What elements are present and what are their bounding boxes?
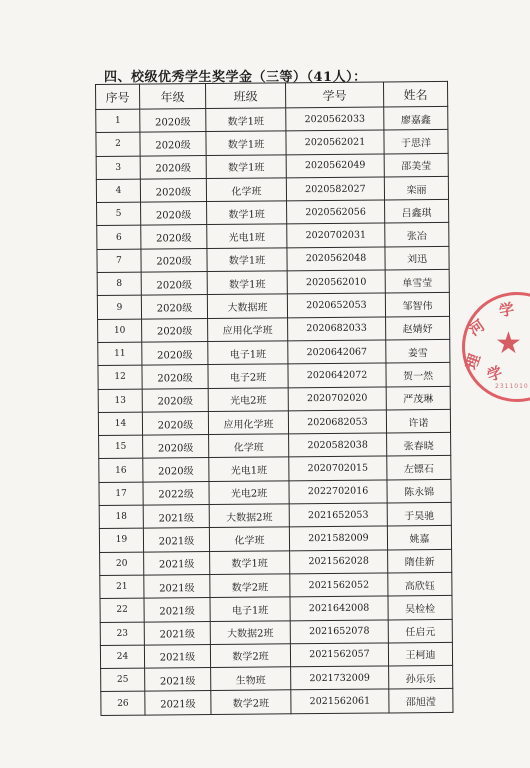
cell-class: 电子1班 bbox=[208, 341, 288, 365]
cell-student-id: 2020562049 bbox=[286, 154, 384, 178]
cell-student-id: 2020702020 bbox=[288, 387, 386, 411]
cell-name: 吴检检 bbox=[388, 596, 452, 620]
page-title: 四、校级优秀学生奖学金（三等）（41人）： bbox=[104, 70, 367, 85]
table-row bbox=[96, 130, 448, 156]
cell-name: 刘迅 bbox=[385, 246, 449, 270]
cell-student-id: 2020562033 bbox=[286, 107, 384, 131]
cell-grade: 2021级 bbox=[145, 691, 211, 715]
cell-class: 应用化学班 bbox=[208, 318, 288, 342]
seal-char-2: 学 bbox=[497, 299, 516, 321]
cell-name: 张冶 bbox=[385, 223, 449, 247]
cell-student-id: 2020652053 bbox=[287, 293, 385, 317]
cell-student-id: 2020702031 bbox=[287, 223, 385, 247]
cell-student-id: 2021562028 bbox=[290, 550, 388, 574]
official-seal bbox=[462, 292, 530, 402]
seal-char-3: 理 bbox=[461, 351, 485, 372]
table-row bbox=[100, 572, 452, 598]
cell-grade: 2020级 bbox=[142, 318, 208, 342]
cell-class: 数学2班 bbox=[210, 574, 290, 598]
cell-class: 生物班 bbox=[211, 667, 291, 691]
table-row bbox=[100, 549, 452, 575]
cell-grade: 2020级 bbox=[141, 295, 207, 319]
cell-seq: 8 bbox=[97, 272, 141, 296]
cell-name: 赵婧妤 bbox=[386, 316, 450, 340]
cell-student-id: 2021562061 bbox=[291, 689, 389, 713]
cell-student-id: 2021732009 bbox=[291, 666, 389, 690]
cell-student-id: 2022702016 bbox=[289, 480, 387, 504]
seal-char-4: 学 bbox=[484, 362, 505, 385]
cell-name: 孙乐乐 bbox=[389, 666, 453, 690]
table-row bbox=[100, 596, 452, 622]
cell-grade: 2020级 bbox=[142, 411, 208, 435]
cell-seq: 26 bbox=[101, 692, 145, 716]
cell-class: 光电1班 bbox=[209, 457, 289, 481]
cell-seq: 25 bbox=[101, 668, 145, 692]
seal-star-icon: ★ bbox=[495, 326, 522, 361]
table-row bbox=[98, 363, 450, 389]
cell-name: 张春晓 bbox=[387, 433, 451, 457]
cell-seq: 5 bbox=[97, 202, 141, 226]
cell-seq: 1 bbox=[96, 109, 140, 133]
table-row bbox=[97, 223, 449, 249]
cell-student-id: 2020562048 bbox=[287, 247, 385, 271]
cell-name: 贺一然 bbox=[386, 363, 450, 387]
cell-student-id: 2020582027 bbox=[286, 177, 384, 201]
cell-seq: 11 bbox=[98, 342, 142, 366]
cell-name: 许诺 bbox=[386, 409, 450, 433]
cell-class: 电子1班 bbox=[210, 597, 290, 621]
cell-class: 数学1班 bbox=[207, 271, 287, 295]
table-row bbox=[96, 106, 448, 132]
cell-seq: 12 bbox=[98, 365, 142, 389]
cell-seq: 24 bbox=[100, 645, 144, 669]
cell-name: 单雪莹 bbox=[385, 269, 449, 293]
table-row bbox=[98, 339, 450, 365]
table-row bbox=[99, 502, 451, 528]
table-row bbox=[101, 666, 453, 692]
cell-grade: 2020级 bbox=[140, 132, 206, 156]
table-body bbox=[96, 106, 453, 715]
cell-class: 大数据班 bbox=[207, 294, 287, 318]
header-name: 姓名 bbox=[383, 81, 447, 107]
cell-seq: 7 bbox=[97, 249, 141, 273]
cell-grade: 2020级 bbox=[143, 458, 209, 482]
cell-name: 廖嘉鑫 bbox=[384, 106, 448, 130]
cell-student-id: 2020562056 bbox=[287, 200, 385, 224]
cell-seq: 22 bbox=[100, 598, 144, 622]
cell-class: 数学1班 bbox=[206, 154, 286, 178]
cell-grade: 2020级 bbox=[141, 248, 207, 272]
cell-name: 于昊驰 bbox=[387, 502, 451, 526]
cell-grade: 2020级 bbox=[142, 365, 208, 389]
scholarship-table bbox=[95, 81, 453, 716]
cell-student-id: 2021652053 bbox=[289, 503, 387, 527]
table-row bbox=[99, 433, 451, 459]
cell-grade: 2020级 bbox=[142, 388, 208, 412]
cell-name: 隋佳新 bbox=[388, 549, 452, 573]
cell-student-id: 2020682053 bbox=[288, 410, 386, 434]
cell-seq: 17 bbox=[99, 482, 143, 506]
cell-student-id: 2020682033 bbox=[288, 317, 386, 341]
cell-class: 电子2班 bbox=[208, 364, 288, 388]
cell-class: 光电2班 bbox=[209, 481, 289, 505]
cell-student-id: 2020642067 bbox=[288, 340, 386, 364]
cell-grade: 2020级 bbox=[140, 109, 206, 133]
cell-name: 高欣钰 bbox=[388, 572, 452, 596]
table-row bbox=[96, 176, 448, 202]
cell-class: 化学班 bbox=[209, 527, 289, 551]
cell-seq: 19 bbox=[99, 528, 143, 552]
cell-class: 化学班 bbox=[206, 178, 286, 202]
cell-class: 大数据2班 bbox=[209, 504, 289, 528]
table-row bbox=[97, 246, 449, 272]
header-grade: 年级 bbox=[140, 84, 206, 110]
cell-grade: 2021级 bbox=[143, 505, 209, 529]
cell-seq: 21 bbox=[100, 575, 144, 599]
cell-student-id: 2020582038 bbox=[289, 433, 387, 457]
cell-class: 数学1班 bbox=[206, 108, 286, 132]
cell-grade: 2021级 bbox=[144, 621, 210, 645]
cell-name: 吕鑫琪 bbox=[385, 200, 449, 224]
header-class: 班级 bbox=[206, 83, 286, 109]
table-row bbox=[100, 619, 452, 645]
cell-student-id: 2021652078 bbox=[290, 619, 388, 643]
cell-class: 数学1班 bbox=[207, 201, 287, 225]
cell-name: 栾丽 bbox=[384, 176, 448, 200]
cell-student-id: 2021642008 bbox=[290, 596, 388, 620]
table-row bbox=[101, 689, 453, 715]
cell-name: 姜雪 bbox=[386, 339, 450, 363]
cell-name: 左镖石 bbox=[387, 456, 451, 480]
cell-grade: 2020级 bbox=[141, 225, 207, 249]
cell-student-id: 2020562021 bbox=[286, 130, 384, 154]
cell-seq: 2 bbox=[96, 132, 140, 156]
cell-grade: 2021级 bbox=[144, 598, 210, 622]
table-row bbox=[99, 479, 451, 505]
cell-seq: 23 bbox=[100, 622, 144, 646]
cell-name: 邹智伟 bbox=[385, 293, 449, 317]
table-row bbox=[96, 153, 448, 179]
table-row bbox=[99, 526, 451, 552]
cell-class: 光电1班 bbox=[207, 224, 287, 248]
header-student-id: 学号 bbox=[285, 82, 383, 108]
cell-grade: 2020级 bbox=[143, 435, 209, 459]
cell-class: 数学2班 bbox=[210, 644, 290, 668]
cell-grade: 2021级 bbox=[145, 668, 211, 692]
cell-class: 大数据2班 bbox=[210, 620, 290, 644]
cell-seq: 6 bbox=[97, 226, 141, 250]
cell-grade: 2021级 bbox=[144, 644, 210, 668]
cell-seq: 14 bbox=[98, 412, 142, 436]
seal-code: 2311010 bbox=[495, 383, 529, 390]
table-row bbox=[98, 316, 450, 342]
table-row bbox=[98, 409, 450, 435]
cell-grade: 2020级 bbox=[140, 155, 206, 179]
table-row bbox=[98, 386, 450, 412]
cell-class: 数学1班 bbox=[206, 131, 286, 155]
cell-grade: 2020级 bbox=[141, 272, 207, 296]
cell-class: 应用化学班 bbox=[208, 411, 288, 435]
cell-grade: 2020级 bbox=[141, 202, 207, 226]
cell-student-id: 2020562010 bbox=[287, 270, 385, 294]
table-row bbox=[99, 456, 451, 482]
cell-name: 任启元 bbox=[388, 619, 452, 643]
scholarship-table-wrapper bbox=[95, 81, 452, 716]
cell-grade: 2022级 bbox=[143, 481, 209, 505]
cell-grade: 2020级 bbox=[140, 178, 206, 202]
cell-grade: 2021级 bbox=[144, 551, 210, 575]
cell-name: 王柯迪 bbox=[388, 642, 452, 666]
cell-class: 化学班 bbox=[209, 434, 289, 458]
cell-seq: 3 bbox=[96, 156, 140, 180]
cell-seq: 4 bbox=[96, 179, 140, 203]
cell-class: 数学1班 bbox=[210, 550, 290, 574]
cell-class: 光电2班 bbox=[208, 387, 288, 411]
cell-grade: 2021级 bbox=[144, 574, 210, 598]
cell-student-id: 2021562057 bbox=[290, 643, 388, 667]
cell-class: 数学2班 bbox=[211, 690, 291, 714]
cell-name: 于思洋 bbox=[384, 130, 448, 154]
cell-name: 邵旭滢 bbox=[389, 689, 453, 713]
cell-seq: 16 bbox=[99, 459, 143, 483]
cell-student-id: 2020702015 bbox=[289, 456, 387, 480]
cell-seq: 18 bbox=[99, 505, 143, 529]
cell-student-id: 2021582009 bbox=[289, 526, 387, 550]
table-row bbox=[100, 642, 452, 668]
table-row bbox=[97, 200, 449, 226]
cell-grade: 2020级 bbox=[142, 341, 208, 365]
header-seq: 序号 bbox=[96, 84, 140, 109]
seal-char-1: 河 bbox=[465, 316, 489, 340]
cell-seq: 13 bbox=[98, 389, 142, 413]
table-row bbox=[97, 269, 449, 295]
cell-name: 陈永锦 bbox=[387, 479, 451, 503]
cell-name: 邵美莹 bbox=[384, 153, 448, 177]
cell-seq: 15 bbox=[99, 435, 143, 459]
cell-student-id: 2021562052 bbox=[290, 573, 388, 597]
cell-grade: 2021级 bbox=[143, 528, 209, 552]
cell-seq: 20 bbox=[100, 552, 144, 576]
cell-class: 数学1班 bbox=[207, 248, 287, 272]
cell-name: 严茂琳 bbox=[386, 386, 450, 410]
cell-name: 姚嘉 bbox=[387, 526, 451, 550]
cell-seq: 10 bbox=[98, 319, 142, 343]
table-row bbox=[97, 293, 449, 319]
cell-seq: 9 bbox=[97, 295, 141, 319]
cell-student-id: 2020642072 bbox=[288, 363, 386, 387]
table-header-row bbox=[96, 81, 448, 109]
